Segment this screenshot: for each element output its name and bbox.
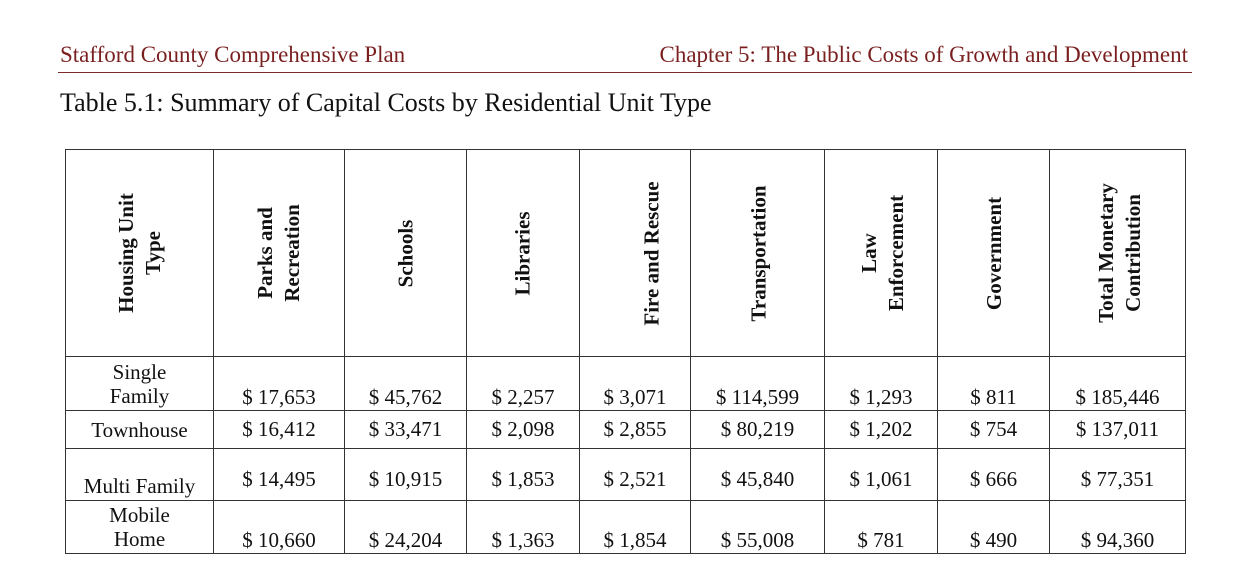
cost-cell: $ 14,495 bbox=[214, 449, 345, 501]
column-header-line: Total Monetary bbox=[1093, 183, 1118, 323]
housing-type-line: Townhouse bbox=[91, 417, 188, 442]
table-row bbox=[66, 501, 1186, 554]
cost-cell: $ 80,219 bbox=[691, 411, 825, 449]
housing-type-line: Single bbox=[112, 359, 167, 384]
column-header bbox=[345, 150, 467, 357]
cost-cell: $ 811 bbox=[938, 357, 1050, 411]
cost-cell: $ 24,204 bbox=[345, 501, 467, 554]
cost-cell: $ 1,061 bbox=[825, 449, 938, 501]
cost-cell: $ 666 bbox=[938, 449, 1050, 501]
table-title: Table 5.1: Summary of Capital Costs by Residential Unit Type bbox=[60, 88, 712, 117]
cost-cell: $ 1,853 bbox=[467, 449, 580, 501]
cost-cell: $ 114,599 bbox=[691, 357, 825, 411]
cost-cell: $ 754 bbox=[938, 411, 1050, 449]
header-plan-title: Stafford County Comprehensive Plan bbox=[60, 42, 406, 67]
column-header-line: Contribution bbox=[1120, 194, 1145, 312]
column-header-label bbox=[113, 193, 167, 313]
table-row bbox=[66, 449, 1186, 501]
cost-cell: $ 1,202 bbox=[825, 411, 938, 449]
cost-cell: $ 10,660 bbox=[214, 501, 345, 554]
cost-cell: $ 10,915 bbox=[345, 449, 467, 501]
column-header-line: Government bbox=[982, 196, 1007, 310]
cost-cell: $ 781 bbox=[825, 501, 938, 554]
cost-cell: $ 94,360 bbox=[1050, 501, 1186, 554]
capital-costs-table bbox=[65, 149, 1186, 554]
housing-type-line: Multi Family bbox=[83, 474, 196, 498]
column-header bbox=[214, 150, 345, 357]
column-header-label bbox=[252, 204, 306, 302]
header-row bbox=[66, 150, 1186, 357]
column-header-label bbox=[639, 181, 666, 325]
column-header bbox=[938, 150, 1050, 357]
housing-type-cell bbox=[66, 449, 214, 501]
housing-type-cell bbox=[66, 411, 214, 449]
cost-cell: $ 185,446 bbox=[1050, 357, 1186, 411]
cost-cell: $ 45,840 bbox=[691, 449, 825, 501]
cost-cell: $ 16,412 bbox=[214, 411, 345, 449]
column-header bbox=[1050, 150, 1186, 357]
column-header bbox=[580, 150, 691, 357]
column-header-label bbox=[392, 219, 419, 287]
column-header-line: Schools bbox=[393, 219, 417, 287]
cost-cell: $ 2,521 bbox=[580, 449, 691, 501]
column-header-line: Enforcement bbox=[884, 194, 909, 312]
column-header-line: Law bbox=[857, 233, 882, 273]
cost-cell: $ 33,471 bbox=[345, 411, 467, 449]
housing-type-line: Family bbox=[109, 383, 170, 408]
running-header bbox=[58, 40, 1192, 73]
table-row bbox=[66, 411, 1186, 449]
cost-cell: $ 45,762 bbox=[345, 357, 467, 411]
column-header-line: Recreation bbox=[279, 204, 304, 302]
column-header-line: Housing Unit bbox=[113, 193, 138, 313]
column-header-line: Libraries bbox=[510, 211, 535, 295]
column-header bbox=[825, 150, 938, 357]
cost-cell: $ 1,363 bbox=[467, 501, 580, 554]
cost-cell: $ 1,854 bbox=[580, 501, 691, 554]
table-row bbox=[66, 357, 1186, 411]
cost-cell: $ 2,257 bbox=[467, 357, 580, 411]
cost-cell: $ 2,855 bbox=[580, 411, 691, 449]
column-header-label bbox=[856, 195, 910, 311]
housing-type-cell bbox=[66, 501, 214, 554]
column-header bbox=[467, 150, 580, 357]
column-header-label bbox=[981, 196, 1008, 309]
column-header-line: Transportation bbox=[746, 184, 771, 322]
column-header-label bbox=[746, 185, 773, 321]
column-header-label bbox=[1093, 183, 1147, 323]
header-chapter-title: Chapter 5: The Public Costs of Growth and Development bbox=[659, 42, 1188, 67]
cost-cell: $ 77,351 bbox=[1050, 449, 1186, 501]
housing-type-cell bbox=[66, 357, 214, 411]
cost-cell: $ 490 bbox=[938, 501, 1050, 554]
column-header-line: Parks and bbox=[252, 207, 277, 299]
cost-cell: $ 1,293 bbox=[825, 357, 938, 411]
column-header-line: Type bbox=[140, 231, 165, 275]
cost-cell: $ 17,653 bbox=[214, 357, 345, 411]
cost-cell: $ 3,071 bbox=[580, 357, 691, 411]
cost-cell: $ 55,008 bbox=[691, 501, 825, 554]
cost-cell: $ 2,098 bbox=[467, 411, 580, 449]
column-header bbox=[66, 150, 214, 357]
column-header-label bbox=[510, 211, 537, 295]
column-header-line: Fire and Rescue bbox=[639, 180, 664, 326]
cost-cell: $ 137,011 bbox=[1050, 411, 1186, 449]
housing-type-line: Home bbox=[113, 527, 166, 551]
column-header bbox=[691, 150, 825, 357]
housing-type-line: Mobile bbox=[109, 503, 170, 527]
